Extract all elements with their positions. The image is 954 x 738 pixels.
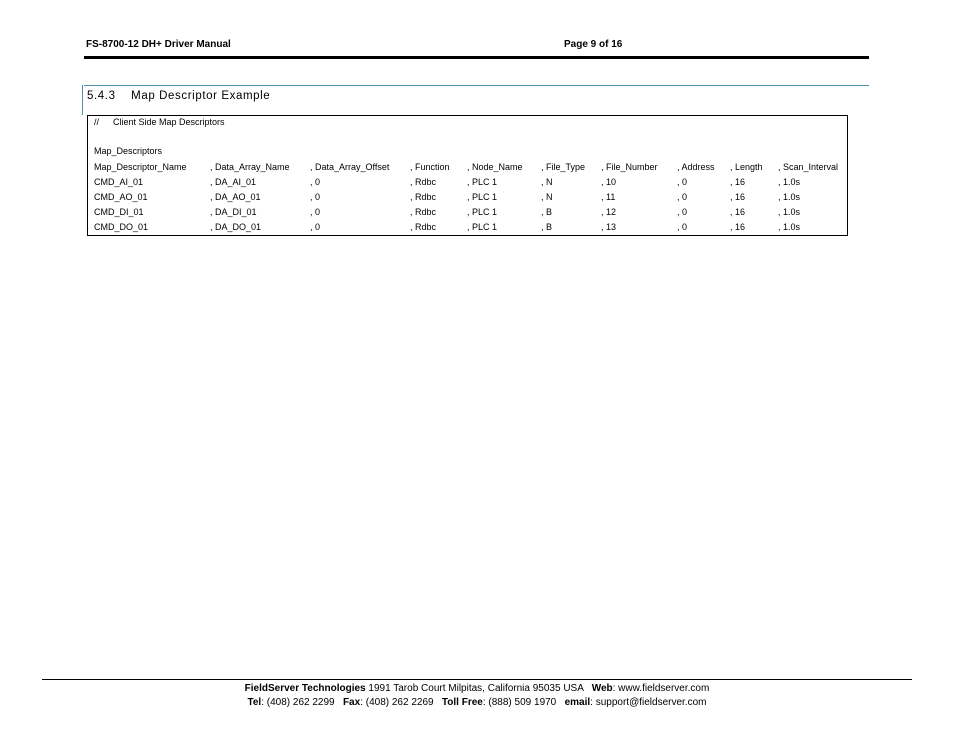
column-header: , Node_Name [467,162,523,172]
footer-company: FieldServer Technologies [244,683,366,694]
footer-address: 1991 Tarob Court Milpitas, California 95035 USA [365,683,592,694]
table-cell: , PLC 1 [467,177,498,187]
column-header: Map_Descriptor_Name [94,162,187,172]
map-descriptors-label: Map_Descriptors [94,146,163,156]
section-number: 5.4.3 [87,90,116,102]
table-row [88,207,847,221]
column-header-row [88,162,847,176]
section-marker [82,85,83,115]
table-cell: , 16 [730,192,746,202]
column-header: , File_Type [541,162,586,172]
table-row [88,192,847,206]
table-cell: , DA_DO_01 [210,222,262,232]
table-cell: , DA_AO_01 [210,192,261,202]
table-cell: , 16 [730,222,746,232]
column-header: , Length [730,162,763,172]
table-cell: , 1.0s [778,207,801,217]
footer-tel-label: Tel [247,697,262,708]
column-header: , Data_Array_Name [210,162,290,172]
table-cell: , Rdbc [410,207,437,217]
column-header: , File_Number [601,162,658,172]
column-header: , Data_Array_Offset [310,162,390,172]
code-comment [94,117,225,127]
table-cell: , PLC 1 [467,207,498,217]
table-cell: , 1.0s [778,192,801,202]
table-cell: , 13 [601,222,617,232]
table-cell: , Rdbc [410,177,437,187]
footer-line-2 [0,697,954,708]
table-cell: , DA_AI_01 [210,177,257,187]
table-cell: , B [541,207,553,217]
table-row [88,222,847,236]
table-cell: , 0 [677,192,688,202]
footer-web-label: Web [591,683,613,694]
table-cell: , 0 [677,177,688,187]
table-cell: CMD_AO_01 [94,192,148,202]
table-cell: , 0 [310,177,321,187]
section-rule [84,85,869,86]
footer-tel-value: : (408) 262 2299 [261,697,343,708]
comment-slashes: // [94,117,100,127]
column-header: , Scan_Interval [778,162,839,172]
footer-email-value: : support@fieldserver.com [590,697,707,708]
section-heading [87,90,270,102]
table-cell: , DA_DI_01 [210,207,257,217]
table-row [88,177,847,191]
table-cell: , 16 [730,177,746,187]
table-cell: , 16 [730,207,746,217]
document-title: FS-8700-12 DH+ Driver Manual [86,39,231,50]
column-header: , Function [410,162,450,172]
table-cell: CMD_DO_01 [94,222,149,232]
table-cell: , PLC 1 [467,222,498,232]
column-header: , Address [677,162,715,172]
table-cell: , 11 [601,192,616,202]
table-cell: , 10 [601,177,617,187]
footer-web-value: : www.fieldserver.com [612,683,710,694]
table-cell: , Rdbc [410,192,437,202]
table-cell: , B [541,222,553,232]
table-cell: , 0 [310,207,321,217]
footer-email-label: email [564,697,591,708]
footer-tollfree-label: Toll Free [441,697,483,708]
table-cell: CMD_AI_01 [94,177,144,187]
footer-rule [42,679,912,680]
table-cell: , 0 [677,222,688,232]
header-rule [84,56,869,59]
footer-fax-value: : (408) 262 2269 [360,697,442,708]
table-cell: , 0 [677,207,688,217]
table-cell: , 1.0s [778,177,801,187]
table-cell: , 12 [601,207,617,217]
footer-line-1 [0,683,954,694]
table-cell: , 0 [310,192,321,202]
table-cell: , 1.0s [778,222,801,232]
table-cell: CMD_DI_01 [94,207,144,217]
section-title: Map Descriptor Example [131,90,271,102]
comment-text: Client Side Map Descriptors [113,117,225,127]
footer-fax-label: Fax [342,697,361,708]
footer-tollfree-value: : (888) 509 1970 [482,697,565,708]
table-cell: , N [541,177,553,187]
table-cell: , 0 [310,222,321,232]
code-example-box [87,115,848,236]
page-number: Page 9 of 16 [564,39,623,50]
table-cell: , Rdbc [410,222,437,232]
table-cell: , PLC 1 [467,192,498,202]
table-cell: , N [541,192,553,202]
